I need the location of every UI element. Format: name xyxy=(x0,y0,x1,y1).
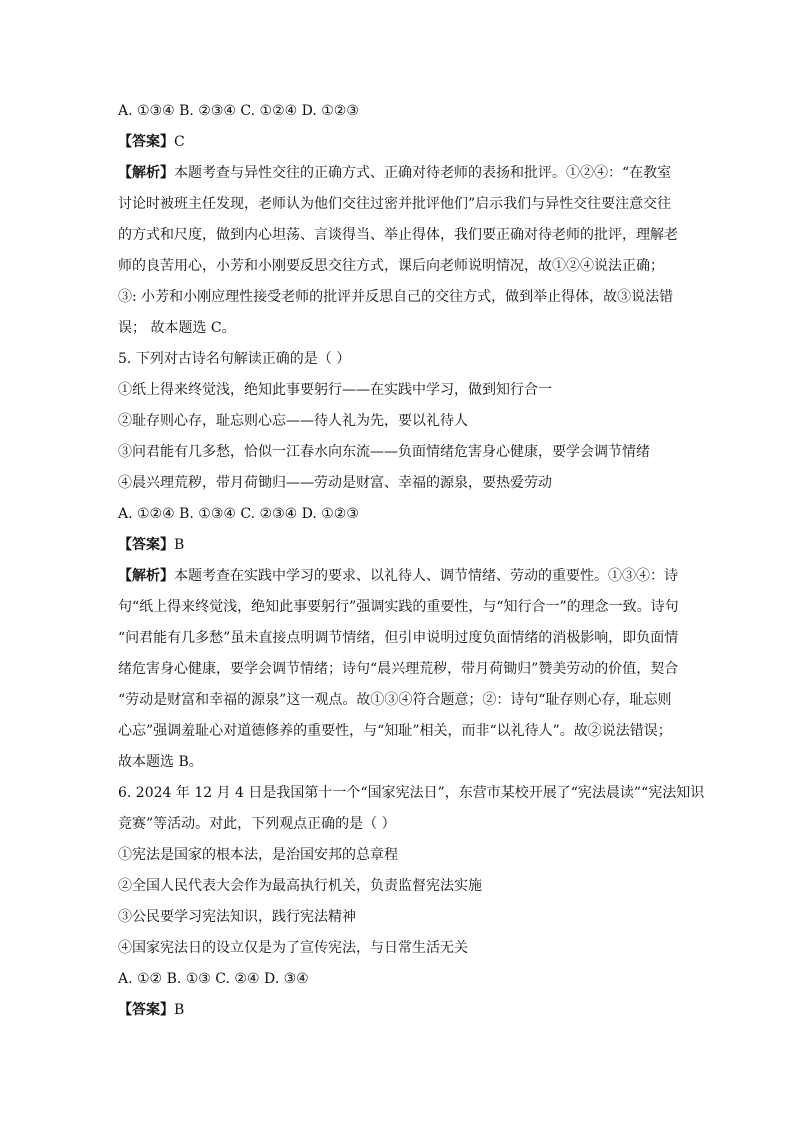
answer-value: B xyxy=(174,537,185,553)
q5-statement: ③问君能有几多愁，恰似一江春水向东流——负面情绪危害身心健康，要学会调节情绪 xyxy=(118,444,650,460)
analysis-line: “劳动是财富和幸福的源泉”这一观点。故①③④符合题意；②：诗句“耻存则心存，耻忘则 xyxy=(118,692,672,708)
analysis-line: 句“纸上得来终觉浅，绝知此事要躬行”强调实践的重要性，与“知行合一”的理念一致。诗句 xyxy=(118,599,679,615)
q4-answer xyxy=(118,127,678,158)
analysis-line: 【解析】本题考查与异性交往的正确方式、正确对待老师的表扬和批评。①②④：“在教室 xyxy=(118,165,672,181)
analysis-label: 【解析】 xyxy=(118,568,174,584)
q5-options: A. ①②④ B. ①③④ C. ②③④ D. ①②③ xyxy=(118,506,359,522)
analysis-line: 心忘”强调羞耻心对道德修养的重要性，与“知耻”相关，而非“以礼待人”。故②说法错误； xyxy=(118,723,672,739)
analysis-label: 【解析】 xyxy=(118,165,174,181)
q6-statement: ②全国人民代表大会作为最高执行机关，负责监督宪法实施 xyxy=(118,878,482,894)
answer-label: 【答案】 xyxy=(118,134,174,150)
q4-analysis xyxy=(118,158,678,344)
answer-label: 【答案】 xyxy=(118,537,174,553)
analysis-line: “问君能有几多愁”虽未直接点明调节情绪，但引申说明过度负面情绪的消极影响，即负面情 xyxy=(118,630,679,646)
q5-statement: ④晨兴理荒秽，带月荷锄归——劳动是财富、幸福的源泉，要热爱劳动 xyxy=(118,475,552,491)
document-page xyxy=(118,96,705,1026)
analysis-line: 讨论时被班主任发现，老师认为他们交往过密并批评他们”启示我们与异性交往要注意交往 xyxy=(118,196,672,212)
q4-options: A. ①③④ B. ②③④ C. ①②④ D. ①②③ xyxy=(118,103,359,119)
analysis-line: ③: 小芳和小刚应理性接受老师的批评并反思自己的交往方式，做到举止得体，故③说法错 xyxy=(118,289,674,305)
q6-statement: ①宪法是国家的根本法，是治国安邦的总章程 xyxy=(118,847,398,863)
analysis-line: 的方式和尺度，做到内心坦荡、言谈得当、举止得体，我们要正确对待老师的批评，理解老 xyxy=(118,227,678,243)
q6-options: A. ①② B. ①③ C. ②④ D. ③④ xyxy=(118,971,309,987)
answer-value: B xyxy=(174,1002,185,1018)
q6-statement: ③公民要学习宪法知识，践行宪法精神 xyxy=(118,909,356,925)
q6-stem-line: 竞赛”等活动。对此，下列观点正确的是（ ） xyxy=(118,816,396,832)
analysis-line: 误； 故本题选 C。 xyxy=(118,320,236,336)
q6-stem-line: 6. 2024 年 12 月 4 日是我国第十一个“国家宪法日”，东营市某校开展了“宪法晨读”“宪法知识 xyxy=(118,785,705,801)
q5-stem: 5. 下列对古诗名句解读正确的是（ ） xyxy=(118,351,351,367)
q6-statement: ④国家宪法日的设立仅是为了宣传宪法，与日常生活无关 xyxy=(118,940,468,956)
analysis-line: 【解析】本题考查在实践中学习的要求、以礼待人、调节情绪、劳动的重要性。①③④：诗 xyxy=(118,568,678,584)
answer-value: C xyxy=(174,134,185,150)
q5-answer xyxy=(118,530,678,561)
q5-analysis xyxy=(118,561,678,778)
q5-statement: ②耻存则心存，耻忘则心忘——待人礼为先，要以礼待人 xyxy=(118,413,468,429)
q6-answer xyxy=(118,995,678,1026)
answer-label: 【答案】 xyxy=(118,1002,174,1018)
analysis-line: 绪危害身心健康，要学会调节情绪；诗句“晨兴理荒秽，带月荷锄归”赞美劳动的价值，契合 xyxy=(118,661,679,677)
analysis-line: 师的良苦用心，小芳和小刚要反思交往方式，课后向老师说明情况，故①②④说法正确； xyxy=(118,258,664,274)
q5-statement: ①纸上得来终觉浅，绝知此事要躬行——在实践中学习，做到知行合一 xyxy=(118,382,552,398)
analysis-line: 故本题选 B。 xyxy=(118,754,203,770)
